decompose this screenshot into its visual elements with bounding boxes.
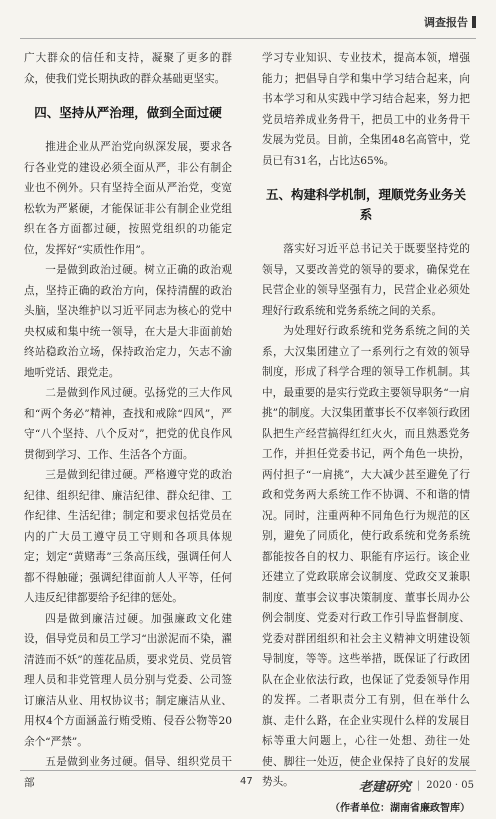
right-column [262, 48, 470, 819]
journal-name: 老建研究 [359, 776, 411, 795]
section-heading-5: 五、构建科学机制，理顺党务业务关系 [262, 185, 470, 225]
left-column [24, 48, 232, 793]
page-number: 47 [240, 776, 253, 787]
separator: | [417, 780, 420, 791]
paragraph: 学习专业知识、专业技术，提高本领，增强能力；把倡导自学和集中学习结合起来，向书本学习和从实践中学习结合起来，努力把党员培养成业务骨干，把员工中的业务骨干发展为党员。目前，全集团48名高管中，党员已有31名，占比达65%。 [262, 48, 470, 171]
paragraph: 广大群众的信任和支持，凝聚了更多的群众，使我们党长期执政的群众基础更坚实。 [24, 48, 232, 89]
header-divider [20, 38, 476, 39]
section-tag-label: 调查报告 [424, 14, 468, 30]
section-tag-bar [472, 16, 476, 28]
paragraph: 四是做到廉洁过硬。加强廉政文化建设，倡导党员和员工学习“出淤泥而不染，濯清涟而不妖”的莲花品质，要求党员、党员管理人员和非党管理人员分别与党委、公司签订廉洁从业、用权协议书；制定廉洁从业、用权4个方面涵盖行贿受贿、侵吞公物等20余个“严禁”。 [24, 609, 232, 753]
paragraph: 推进企业从严治党向纵深发展，要求各行各业党的建设必须全面从严，非公有制企业也不例外。只有坚持全面从严治党，变宽松软为严紧硬，才能保证非公有制企业党组织在各方面都过硬，按照党组织的功能定位，发挥好“实质性作用”。 [24, 137, 232, 260]
paragraph: 落实好习近平总书记关于既要坚持党的领导，又要改善党的领导的要求，确保党在民营企业的领导坚强有力，民营企业必须处理好行政系统和党务系统之间的关系。 [262, 239, 470, 321]
section-heading-4: 四、坚持从严治理，做到全面过硬 [24, 103, 232, 123]
journal-info [359, 776, 474, 795]
issue-number: 2020 · 05 [426, 780, 474, 791]
footer-divider [20, 770, 476, 771]
paragraph: 为处理好行政系统和党务系统之间的关系，大汉集团建立了一系列行之有效的领导制度，形成了科学合理的领导工作机制。其中，最重要的是实行党政主要领导职务“一肩挑”的制度。大汉集团董事长不仅率领行政团队把生产经营搞得红红火火，而且熟悉党务工作，并担任党委书记，两个角色一块扮，两付担子“一肩挑”，大大减少甚至避免了行政和党务两大系统工作不协调、不和谐的情况。同时，注重两种不同角色行为规范的区别，避免了同质化，使行政系统和党务系统都能按各自的权力、职能有序运行。该企业还建立了党政联席会议制度、党政交叉兼职制度、董事会议事决策制度、董事长周办公例会制度、党委对行政工作引导监督制度、党委对群团组织和社会主义精神文明建设领导制度，等等。这些举措，既保证了行政团队在企业依法行政，也保证了党委领导作用的发挥。二者职责分工有别，但在举什么旗、走什么路，在企业实现什么样的发展目标等重大问题上，心往一处想、劲往一处使、脚往一处迈，使企业保持了良好的发展势头。 [262, 321, 470, 793]
paragraph: 二是做到作风过硬。弘扬党的三大作风和“两个务必”精神，查找和戒除“四风”，严守“八个坚持、八个反对”，把党的优良作风贯彻到学习、工作、生活各个方面。 [24, 383, 232, 465]
paragraph: 三是做到纪律过硬。严格遵守党的政治纪律、组织纪律、廉洁纪律、群众纪律、工作纪律、生活纪律；制定和要求包括党员在内的广大员工遵守员工守则和各项具体规定；划定“黄赌毒”三条高压线，强调任何人都不得触碰；强调纪律面前人人平等，任何人违反纪律都要给予纪律的惩处。 [24, 465, 232, 609]
section-tag [424, 14, 476, 30]
author-affiliation: （作者单位：湖南省廉政智库） [262, 799, 470, 819]
paragraph: 五是做到业务过硬。倡导、组织党员干部 [24, 752, 232, 793]
paragraph: 一是做到政治过硬。树立正确的政治观点，坚持正确的政治方向，保持清醒的政治头脑，坚决维护以习近平同志为核心的党中央权威和集中统一领导，在大是大非面前始终站稳政治立场，保持政治定力，矢志不渝地听党话、跟党走。 [24, 260, 232, 383]
